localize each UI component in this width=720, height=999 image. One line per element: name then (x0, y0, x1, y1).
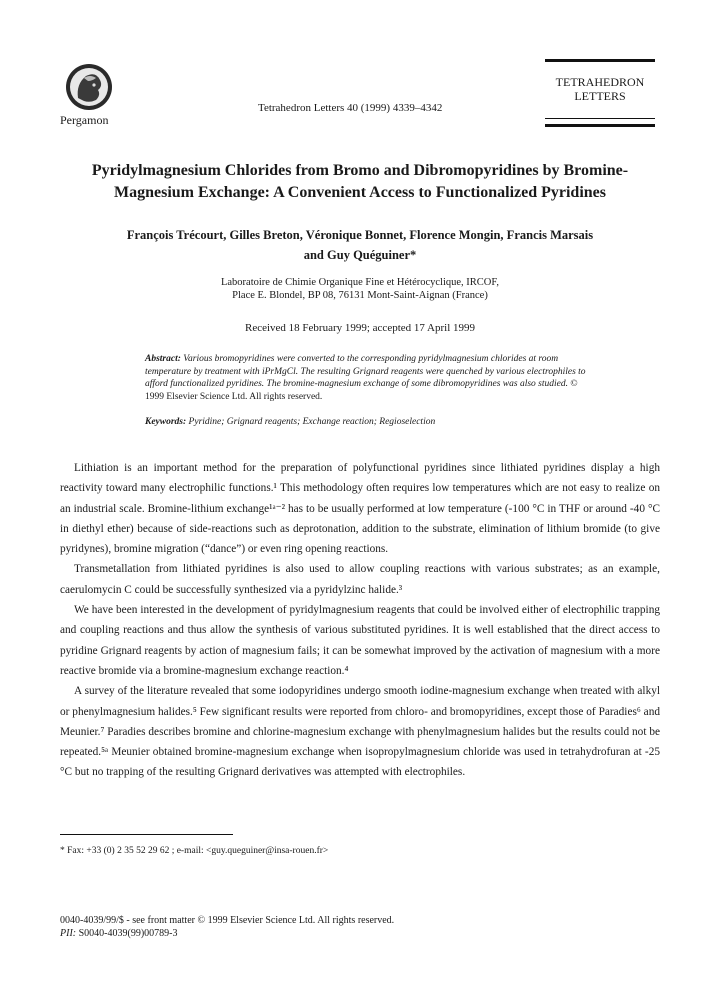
journal-title-line2: LETTERS (574, 89, 626, 103)
footer-copyright: 0040-4039/99/$ - see front matter © 1999 Elsevier Science Ltd. All rights reserved. (60, 915, 395, 926)
footnote-rule (60, 834, 233, 835)
title-line2: Magnesium Exchange: A Convenient Access to Functionalized Pyridines (114, 184, 606, 201)
authors-line2: and Guy Quéguiner* (303, 248, 417, 262)
abstract-copyright: © 1999 Elsevier Science Ltd. All rights reserved. (145, 379, 578, 402)
publisher-logo (60, 62, 118, 112)
copyright-footer (60, 914, 394, 940)
author-list (90, 225, 630, 265)
pii-label: PII: (60, 928, 77, 939)
journal-title-line1: TETRAHEDRON (555, 75, 645, 89)
header-rule-thin (545, 118, 655, 119)
abstract-text: Various bromopyridines were converted to the corresponding pyridylmagnesium chlorides at room temperature by treatment with iPrMgCl. The resulting Grignard reagents were quenched by various electrophiles to afford functionalized pyridines. The bromine-magnesium exchange of some dibromopyridines was also studied. (145, 354, 586, 390)
authors-line1: François Trécourt, Gilles Breton, Véronique Bonnet, Florence Mongin, Francis Marsais (126, 228, 594, 242)
abstract-label: Abstract: (145, 354, 181, 364)
header-rule-top (545, 59, 655, 62)
affiliation (120, 276, 600, 302)
received-dates: Received 18 February 1999; accepted 17 April 1999 (244, 322, 476, 334)
publisher-name: Pergamon (60, 113, 109, 127)
keywords (145, 417, 590, 427)
article-body (60, 458, 660, 783)
affiliation-line1: Laboratoire de Chimie Organique Fine et Hétérocyclique, IRCOF, (220, 277, 499, 288)
body-paragraph: We have been interested in the development of pyridylmagnesium reagents that could be involved either of electrophilic trapping and coupling reactions and thus allow the synthesis of various substituted pyridines. It is well established that the direct access to pyridine Grignard reagents by action of magnesium fails; it can be somewhat improved by the activation of magnesium with a more reactive bromide via a bromine-magnesium exchange reaction.⁴ (60, 604, 660, 677)
pii-value: S0040-4039(99)00789-3 (78, 928, 178, 939)
abstract (145, 353, 590, 403)
keywords-text: Pyridine; Grignard reagents; Exchange reaction; Regioselection (188, 417, 436, 427)
journal-title (545, 75, 655, 103)
footnote: * Fax: +33 (0) 2 35 52 29 62 ; e-mail: <guy.queguiner@insa-rouen.fr> (60, 846, 329, 856)
keywords-label: Keywords: (145, 417, 187, 427)
article-title (70, 160, 650, 204)
title-line1: Pyridylmagnesium Chlorides from Bromo and Dibromopyridines by Bromine- (91, 162, 629, 179)
journal-citation: Tetrahedron Letters 40 (1999) 4339–4342 (258, 102, 443, 114)
footer-pii (60, 927, 394, 940)
body-paragraph: Transmetallation from lithiated pyridines is also used to allow coupling reactions with various substrates; as an example, caerulomycin C could be successfully synthesized via a pyridylzinc halide.³ (60, 563, 660, 596)
body-paragraph: Lithiation is an important method for the preparation of polyfunctional pyridines since lithiated pyridines display a high reactivity toward many electrophilic functions.¹ This methodology often requires low temperatures which are not easy to realize on an industrial scale. Bromine-lithium exchange¹ᵃ⁻² has to be usually performed at low temperature (-100 °C in THF or around -40 °C in diethyl ether) because of side-reactions such as deprotonation, addition to the substrate, elimination of lithium bromide (to give pyridynes), bromine migration (“dance”) or even ring opening reactions. (60, 462, 660, 556)
affiliation-line2: Place E. Blondel, BP 08, 76131 Mont-Saint-Aignan (France) (232, 290, 488, 301)
body-paragraph: A survey of the literature revealed that some iodopyridines undergo smooth iodine-magnesium exchange when treated with alkyl or phenylmagnesium halides.⁵ Few significant results were reported from chloro- and bromopyridines, except those of Paradies⁶ and Meunier.⁷ Paradies describes bromine and chlorine-magnesium exchange with phenylmagnesium halides but the results could not be repeated.⁵ᵃ Meunier obtained bromine-magnesium exchange when isopropylmagnesium chloride was used in tetrahydrofuran at -25 °C but no trapping of the resulting Grignard derivatives was attempted with electrophiles. (60, 685, 660, 779)
header-rule-thick (545, 124, 655, 127)
